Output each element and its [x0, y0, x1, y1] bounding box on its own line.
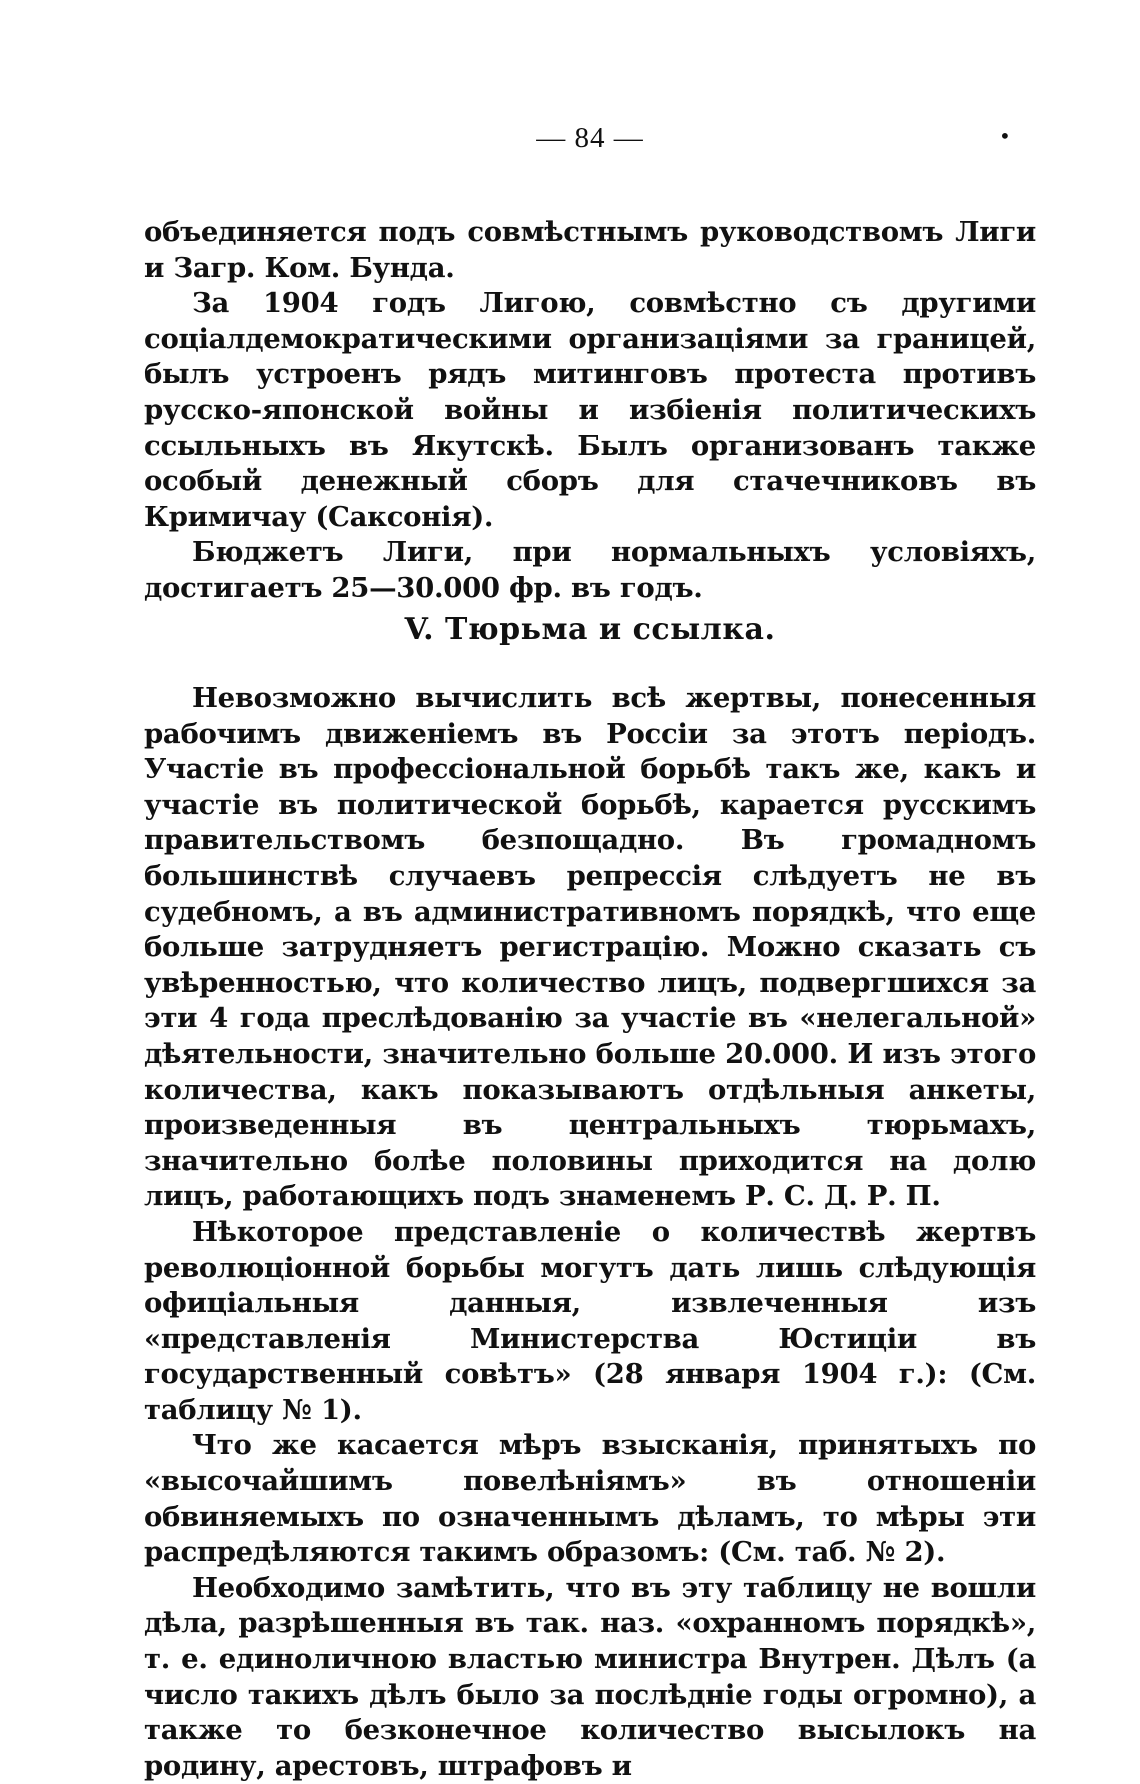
section-heading: V. Тюрьма и ссылка. [404, 612, 776, 647]
book-page [144, 0, 1036, 1782]
section-text [144, 681, 1036, 1784]
paragraph: Нѣкоторое представленіе о количествѣ жертвъ революціонной борьбы могутъ дать лишь слѣдующія офиціальныя данныя, извлеченныя изъ «представленія Министерства Юстиціи въ государственный совѣтъ» (28 января 1904 г.): (См. таблицу № 1). [144, 1215, 1036, 1426]
paragraph: Невозможно вычислить всѣ жертвы, понесенныя рабочимъ движеніемъ въ Россіи за этотъ періодъ. Участіе въ профессіональной борьбѣ такъ же, какъ и участіе въ политической борьбѣ, карается русскимъ правительствомъ безпощадно. Въ громадномъ большинствѣ случаевъ репрессія слѣдуетъ не въ судебномъ, а въ административномъ порядкѣ, что еще больше затрудняетъ регистрацію. Можно сказать съ увѣренностью, что количество лицъ, подвергшихся за эти 4 года преслѣдованію за участіе въ «нелегальной» дѣятельности, значительно больше 20.000. И изъ этого количества, какъ показываютъ отдѣльныя анкеты, произведенныя въ центральныхъ тюрьмахъ, значительно болѣе половины приходится на долю лицъ, работающихъ подъ знаменемъ Р. С. Д. Р. П. [144, 682, 1036, 1213]
corner-mark: • [999, 124, 1011, 148]
paragraph: Необходимо замѣтить, что въ эту таблицу не вошли дѣла, разрѣшенныя въ так. наз. «охранномъ порядкѣ», т. е. единоличною властью министра Внутрен. Дѣлъ (а число такихъ дѣлъ было за послѣдніе годы огромно), а также то безконечное количество высылокъ на родину, арестовъ, штрафовъ и [144, 1571, 1036, 1782]
paragraph: Что же касается мѣръ взысканія, принятыхъ по «высочайшимъ повелѣніямъ» въ отношеніи обвиняемыхъ по означеннымъ дѣламъ, то мѣры эти распредѣляются такимъ образомъ: (См. таб. № 2). [144, 1429, 1036, 1569]
intro-text [144, 215, 1036, 607]
page-number: — 84 — [536, 122, 644, 154]
paragraph: объединяется подъ совмѣстнымъ руководствомъ Лиги и Загр. Ком. Бунда. [144, 216, 1036, 284]
paragraph: За 1904 годъ Лигою, совмѣстно съ другими соціалдемократическими организаціями за границей, былъ устроенъ рядъ митинговъ протеста противъ русско-японской войны и избіенія политическихъ ссыльныхъ въ Якутскѣ. Былъ организованъ также особый денежный сборъ для стачечниковъ въ Кримичау (Саксонія). [144, 287, 1036, 533]
paragraph: Бюджетъ Лиги, при нормальныхъ условіяхъ, достигаетъ 25—30.000 фр. въ годъ. [144, 536, 1036, 604]
